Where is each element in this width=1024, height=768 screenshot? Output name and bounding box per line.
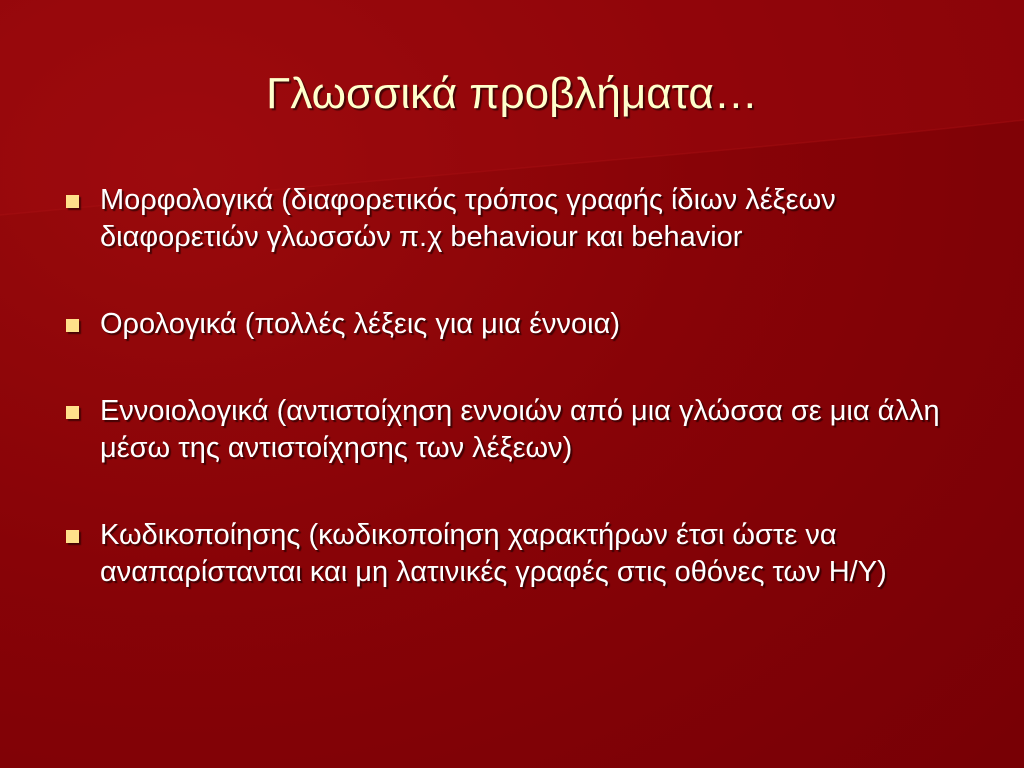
bullet-item-encoding [62,517,972,591]
square-bullet-icon [66,406,79,419]
bullet-text: Μορφολογικά (διαφορετικός τρόπος γραφής ίδιων λέξεων διαφορετιών γλωσσών π.χ behaviour και behavior [100,184,836,253]
bullet-item-terminological [62,306,972,343]
bullet-item-conceptual [62,393,972,467]
square-bullet-icon [66,195,79,208]
bullet-text: Εννοιολογικά (αντιστοίχηση εννοιών από μια γλώσσα σε μια άλλη μέσω της αντιστοίχησης των λέξεων) [100,395,940,464]
bullet-text: Κωδικοποίησης (κωδικοποίηση χαρακτήρων έτσι ώστε να αναπαρίστανται και μη λατινικές γραφές στις οθόνες των Η/Υ) [100,519,887,588]
bullet-list [62,182,972,641]
square-bullet-icon [66,530,79,543]
square-bullet-icon [66,319,79,332]
bullet-item-morphological [62,182,972,256]
slide-title: Γλωσσικά προβλήματα… [266,69,758,118]
bullet-text: Ορολογικά (πολλές λέξεις για μια έννοια) [100,308,621,340]
